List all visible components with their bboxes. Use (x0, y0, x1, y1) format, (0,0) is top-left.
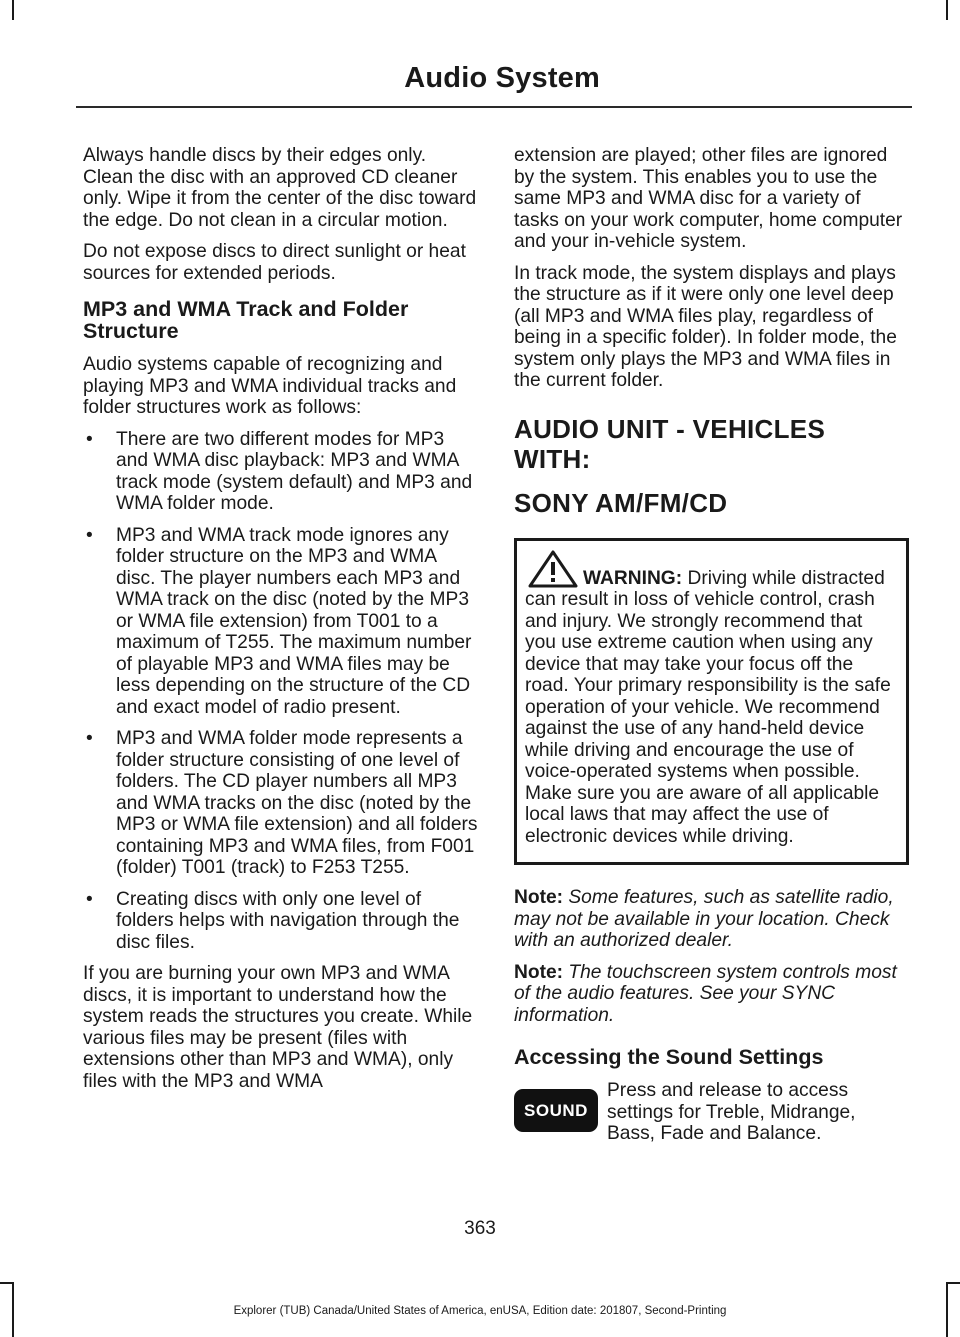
warning-triangle-icon (527, 549, 579, 589)
crop-mark-top-left-v (12, 0, 14, 20)
note-text: The touchscreen system controls most of the audio features. See your SYNC information. (514, 961, 897, 1026)
page-header-title: Audio System (404, 62, 600, 94)
note-touchscreen (514, 962, 909, 1027)
warning-box (514, 538, 909, 866)
note-label: Note: (514, 961, 564, 983)
section-heading-audio-unit (514, 414, 909, 518)
heading-mp3-structure: MP3 and WMA Track and Folder Structure (83, 297, 409, 343)
warning-text (525, 568, 898, 848)
paragraph-burning-discs: If you are burning your own MP3 and WMA discs, it is important to understand how the system reads the structures you create. While various files may be present (files with extensions other than MP3 and WMA), only files with the MP3 and WMA (83, 963, 473, 1092)
paragraph-track-mode: In track mode, the system displays and plays the structure as if it were only one level deep (all MP3 and WMA files play, regardless of being in a specific folder). In folder mode, the system only plays the MP3 and WMA files in the current folder. (514, 262, 897, 391)
right-column (514, 145, 909, 1150)
sound-button-icon: SOUND (514, 1089, 598, 1132)
warning-label: WARNING: (583, 567, 683, 589)
crop-mark-top-right-v (946, 0, 948, 20)
paragraph-sunlight: Do not expose discs to direct sunlight or heat sources for extended periods. (83, 241, 466, 284)
list-item: • MP3 and WMA folder mode represents a folder structure consisting of one level of folders. The CD player numbers all MP3 and WMA tracks on the disc (noted by the MP3 or WMA file extension) and all folders containing MP3 and WMA files, from F001 (folder) T001 (track) to F253 T255. (83, 728, 478, 879)
crop-mark-bottom-right-h (946, 1282, 960, 1284)
paragraph-mp3-intro: Audio systems capable of recognizing and playing MP3 and WMA individual tracks and folder structures work as follows: (83, 354, 457, 418)
crop-mark-bottom-left-h (0, 1282, 14, 1284)
paragraph-extension-continued: extension are played; other files are ignored by the system. This enables you to use the same MP3 and WMA disc for a variety of tasks on your work computer, home computer and your in-vehicle system. (514, 145, 903, 252)
mp3-bullet-list (83, 429, 478, 954)
page-footer: Explorer (TUB) Canada/United States of America, enUSA, Edition date: 201807, Second-Printing (233, 1305, 727, 1317)
list-item: • MP3 and WMA track mode ignores any folder structure on the MP3 and WMA disc. The player numbers each MP3 and WMA track on the disc (noted by the MP3 or WMA file extension) from T001 to a maximum of T255. The maximum number of playable MP3 and WMA files may be less depending on the structure of the CD and exact model of radio present. (83, 525, 478, 719)
list-item: • There are two different modes for MP3 and WMA disc playback: MP3 and WMA track mode (system default) and MP3 and WMA folder mode. (83, 429, 478, 515)
page-number: 363 (464, 1218, 496, 1239)
header-divider (76, 106, 912, 108)
list-item: • Creating discs with only one level of folders helps with navigation through the disc files. (83, 889, 478, 954)
sound-description: Press and release to access settings for Treble, Midrange, Bass, Fade and Balance. (607, 1080, 856, 1144)
heading-sound-settings: Accessing the Sound Settings (514, 1045, 824, 1069)
note-text: Some features, such as satellite radio, may not be available in your location. Check with an authorized dealer. (514, 887, 894, 951)
sound-settings-row (514, 1080, 909, 1150)
note-satellite (514, 887, 909, 952)
paragraph-disc-handling: Always handle discs by their edges only. Clean the disc with an approved CD cleaner only. Wipe it from the center of the disc toward the edge. Do not clean in a circular motion. (83, 145, 477, 231)
section-heading-line-2: SONY AM/FM/CD (514, 487, 728, 518)
note-label: Note: (514, 887, 564, 908)
section-heading-line-1: AUDIO UNIT - VEHICLES WITH: (514, 413, 826, 474)
warning-body: Driving while distracted can result in loss of vehicle control, crash and injury. We strongly recommend that you use extreme caution when using any device that may take your focus off the road. Your primary responsibility is the safe operation of your vehicle. We recommend against the use of any hand-held device while driving and encourage the use of voice-operated systems when possible. Make sure you are aware of all applicable local laws that may affect the use of electronic devices while driving. (525, 567, 891, 847)
left-column (83, 145, 478, 1102)
